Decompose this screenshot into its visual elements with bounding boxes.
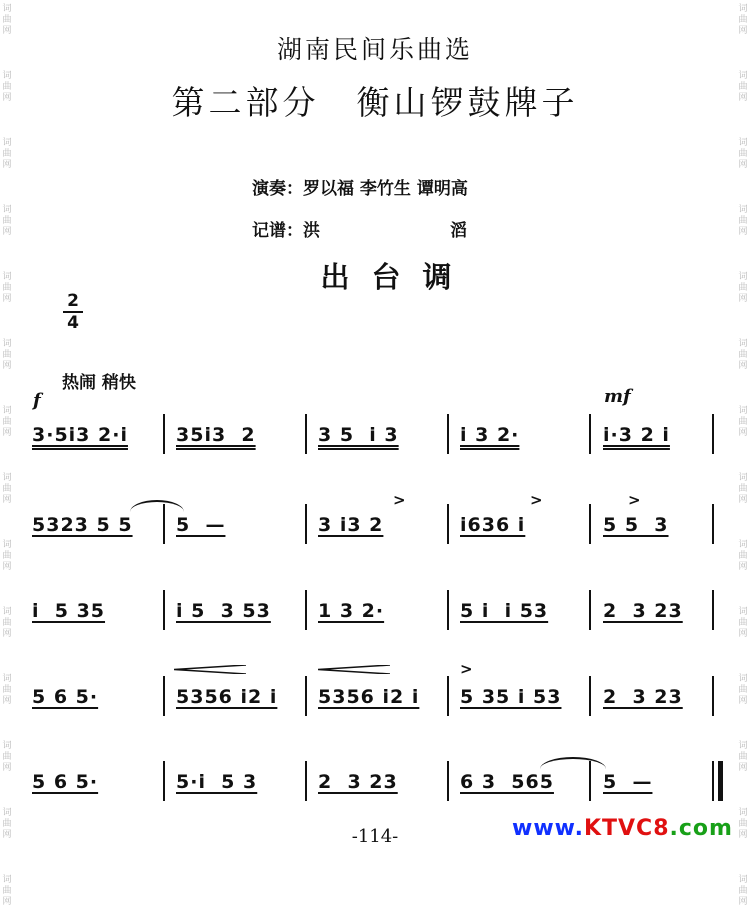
barline [305, 590, 307, 630]
watermark-glyph-group: 词 曲 网 [2, 4, 12, 36]
barline [712, 504, 714, 544]
part-title: 第二部分 衡山锣鼓牌子 [171, 83, 579, 122]
transcriber-credit [252, 216, 467, 241]
final-barline [718, 761, 723, 801]
barline [305, 504, 307, 544]
measure: 5356 i2 i [176, 686, 278, 708]
barline [589, 414, 591, 454]
barline [447, 590, 449, 630]
transcriber-label: 记谱：洪 [252, 221, 320, 241]
barline [163, 414, 165, 454]
watermark-glyph-group: 词 曲 网 [738, 741, 748, 773]
measure: 6 3 565 [460, 771, 554, 793]
barline [447, 676, 449, 716]
collection-title: 湖南民间乐曲选 [276, 35, 473, 64]
measure: i·3 2 i [603, 424, 670, 446]
watermark-glyph-group: 词 曲 网 [2, 473, 12, 505]
measure: 3 i3 2 [318, 514, 384, 536]
measure: 5 — [176, 514, 226, 536]
measure: 5323 5 5 [32, 514, 133, 536]
barline [447, 761, 449, 801]
barline [589, 676, 591, 716]
crescendo-hairpin [174, 665, 246, 674]
watermark-glyph-group: 词 曲 网 [2, 272, 12, 304]
measure: 5·i 5 3 [176, 771, 258, 793]
measure: 2 3 23 [603, 600, 683, 622]
watermark-glyph-group: 词 曲 网 [2, 71, 12, 103]
watermark-glyph-group: 词 曲 网 [2, 205, 12, 237]
measure: i 5 3 53 [176, 600, 271, 622]
measure: i 5 35 [32, 600, 106, 622]
watermark-glyph-group: 词 曲 网 [2, 607, 12, 639]
watermark-glyph-group: 词 曲 网 [738, 272, 748, 304]
crescendo-hairpin [318, 665, 390, 674]
measure: 5356 i2 i [318, 686, 420, 708]
accent-mark: > [460, 660, 473, 678]
watermark-glyph-group: 词 曲 网 [738, 138, 748, 170]
time-signature-bottom: 4 [67, 313, 79, 333]
page-number: -114- [351, 826, 399, 847]
watermark-glyph-group: 词 曲 网 [738, 607, 748, 639]
watermark-glyph-group: 词 曲 网 [738, 875, 748, 907]
dynamic-forte: f [33, 390, 41, 411]
watermark-glyph-group: 词 曲 网 [738, 540, 748, 572]
measure: 2 3 23 [603, 686, 683, 708]
piece-title: 出台调 [320, 260, 474, 294]
barline [589, 504, 591, 544]
watermark-glyph-group: 词 曲 网 [2, 540, 12, 572]
measure: 1 3 2· [318, 600, 385, 622]
barline [589, 590, 591, 630]
watermark-glyph-group: 词 曲 网 [738, 4, 748, 36]
watermark-glyph-group: 词 曲 网 [2, 138, 12, 170]
measure: 5 35 i 53 [460, 686, 562, 708]
measure: 5 i i 53 [460, 600, 549, 622]
measure: 35i3 2 [176, 424, 256, 446]
time-signature [63, 292, 83, 332]
watermark-glyph-group: 词 曲 网 [738, 339, 748, 371]
measure: 5 — [603, 771, 653, 793]
watermark-glyph-group: 词 曲 网 [738, 674, 748, 706]
score-row [0, 755, 750, 815]
watermark-glyph-group: 词 曲 网 [738, 406, 748, 438]
barline [163, 676, 165, 716]
measure: 3 5 i 3 [318, 424, 399, 446]
barline [305, 676, 307, 716]
dynamic-mezzo-forte: mf [604, 386, 631, 407]
barline [712, 761, 714, 801]
measure: 5 5 3 [603, 514, 669, 536]
watermark-glyph-group: 词 曲 网 [2, 674, 12, 706]
watermark-glyph-group: 词 曲 网 [2, 741, 12, 773]
accent-mark: > [628, 491, 641, 509]
watermark-glyph-group: 词 曲 网 [738, 71, 748, 103]
barline [305, 761, 307, 801]
barline [163, 590, 165, 630]
watermark-glyph-group: 词 曲 网 [738, 808, 748, 840]
measure: i 3 2· [460, 424, 520, 446]
barline [712, 590, 714, 630]
transcriber-name-tail: 滔 [450, 221, 467, 241]
score-row [0, 670, 750, 730]
barline [305, 414, 307, 454]
barline [712, 676, 714, 716]
performers-credit: 演奏：罗以福 李竹生 谭明高 [252, 179, 468, 199]
watermark-glyph-group: 词 曲 网 [738, 205, 748, 237]
score-row [0, 408, 750, 468]
measure: 3·5i3 2·i [32, 424, 128, 446]
accent-mark: > [393, 491, 406, 509]
site-watermark: www.KTVC8.com [512, 816, 733, 841]
watermark-glyph-group: 词 曲 网 [2, 808, 12, 840]
watermark-glyph-group: 词 曲 网 [738, 473, 748, 505]
watermark-glyph-group: 词 曲 网 [2, 875, 12, 907]
accent-mark: > [530, 491, 543, 509]
measure: i636 i [460, 514, 526, 536]
barline [447, 504, 449, 544]
time-signature-top: 2 [67, 291, 79, 311]
barline [163, 761, 165, 801]
measure: 5 6 5· [32, 771, 99, 793]
measure: 5 6 5· [32, 686, 99, 708]
measure: 2 3 23 [318, 771, 398, 793]
score-row [0, 584, 750, 644]
barline [447, 414, 449, 454]
watermark-glyph-group: 词 曲 网 [2, 406, 12, 438]
watermark-glyph-group: 词 曲 网 [2, 339, 12, 371]
tempo-marking: 热闹 稍快 [62, 373, 136, 393]
barline [712, 414, 714, 454]
